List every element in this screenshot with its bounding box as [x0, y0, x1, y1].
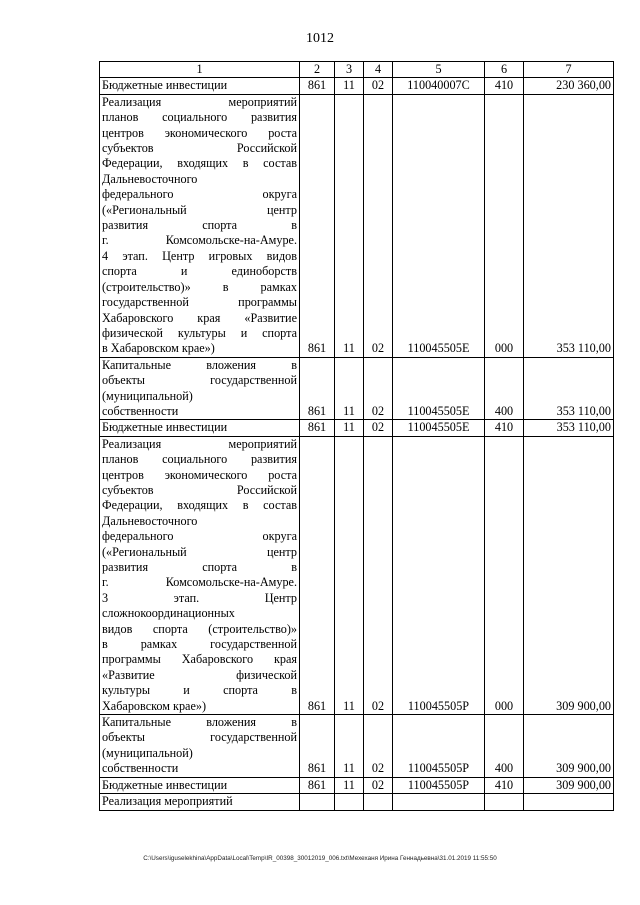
description-line: в Хабаровском крае») — [102, 341, 215, 356]
row-section-code — [335, 794, 364, 810]
row-department-code: 861 — [300, 420, 335, 436]
row-expense-type: 000 — [485, 436, 524, 714]
description-line: (строительство)» в рамках — [102, 279, 297, 294]
page-number: 1012 — [306, 31, 334, 46]
description-line: сложнокоординационных — [102, 606, 235, 621]
row-department-code: 861 — [300, 94, 335, 357]
row-description — [100, 420, 300, 436]
table-row — [100, 357, 614, 420]
row-expense-type: 400 — [485, 357, 524, 420]
row-section-code: 11 — [335, 78, 364, 94]
row-expense-type — [485, 794, 524, 810]
row-target-article: 110045505Е — [393, 420, 485, 436]
table-header-row — [100, 62, 614, 78]
row-amount: 353 110,00 — [524, 357, 614, 420]
description-line: (муниципальной) — [102, 745, 193, 760]
row-amount — [524, 794, 614, 810]
row-expense-type: 000 — [485, 94, 524, 357]
description-line: субъектов Российской — [102, 482, 297, 497]
description-line: «Развитие физической — [102, 667, 297, 682]
row-section-code: 11 — [335, 436, 364, 714]
description-line: Федерации, входящих в состав — [102, 156, 297, 171]
description-line: в рамках государственной — [102, 637, 297, 652]
row-amount: 309 900,00 — [524, 777, 614, 793]
row-target-article: 110045505Р — [393, 777, 485, 793]
description-line: собственности — [102, 403, 179, 418]
budget-table — [99, 61, 614, 811]
description-line: Дальневосточного — [102, 513, 198, 528]
table-row — [100, 420, 614, 436]
description-line: (муниципальной) — [102, 388, 193, 403]
row-department-code: 861 — [300, 436, 335, 714]
table-row — [100, 777, 614, 793]
description-line: центров экономического роста — [102, 467, 297, 482]
row-description — [100, 78, 300, 94]
row-amount: 353 110,00 — [524, 420, 614, 436]
description-line: Бюджетные инвестиции — [102, 78, 228, 93]
row-amount: 309 900,00 — [524, 715, 614, 778]
row-subsection-code: 02 — [364, 94, 393, 357]
row-target-article: 110045505Р — [393, 436, 485, 714]
row-department-code: 861 — [300, 78, 335, 94]
description-line: Капитальные вложения в — [102, 357, 297, 372]
row-subsection-code: 02 — [364, 436, 393, 714]
description-line: объекты государственной — [102, 730, 297, 745]
description-line: федерального округа — [102, 187, 297, 202]
row-department-code: 861 — [300, 357, 335, 420]
row-department-code: 861 — [300, 777, 335, 793]
row-section-code: 11 — [335, 420, 364, 436]
table-row — [100, 794, 614, 810]
description-line: 4 этап. Центр игровых видов — [102, 248, 297, 263]
header-col-2: 2 — [300, 62, 335, 78]
description-line: г. Комсомольске-на-Амуре. — [102, 233, 297, 248]
row-target-article: 110040007С — [393, 78, 485, 94]
row-subsection-code: 02 — [364, 777, 393, 793]
row-amount: 309 900,00 — [524, 436, 614, 714]
description-line: планов социального развития — [102, 452, 297, 467]
description-line: Капитальные вложения в — [102, 715, 297, 730]
description-line: («Региональный центр — [102, 544, 297, 559]
description-line: спорта и единоборств — [102, 264, 297, 279]
description-line: объекты государственной — [102, 373, 297, 388]
header-col-1: 1 — [100, 62, 300, 78]
row-amount: 353 110,00 — [524, 94, 614, 357]
row-section-code: 11 — [335, 715, 364, 778]
description-line: видов спорта (строительство)» — [102, 621, 297, 636]
description-line: программы Хабаровского края — [102, 652, 297, 667]
description-line: Реализация мероприятий — [102, 94, 297, 109]
table-row — [100, 78, 614, 94]
row-subsection-code: 02 — [364, 357, 393, 420]
description-line: г. Комсомольске-на-Амуре. — [102, 575, 297, 590]
row-description — [100, 715, 300, 778]
table-row — [100, 715, 614, 778]
row-target-article: 110045505Е — [393, 94, 485, 357]
row-expense-type: 400 — [485, 715, 524, 778]
header-col-7: 7 — [524, 62, 614, 78]
row-subsection-code: 02 — [364, 420, 393, 436]
description-line: Бюджетные инвестиции — [102, 777, 228, 792]
row-target-article: 110045505Е — [393, 357, 485, 420]
row-target-article: 110045505Р — [393, 715, 485, 778]
description-line: физической культуры и спорта — [102, 325, 297, 340]
row-expense-type: 410 — [485, 78, 524, 94]
row-department-code: 861 — [300, 715, 335, 778]
row-description — [100, 794, 300, 810]
row-section-code: 11 — [335, 777, 364, 793]
description-line: субъектов Российской — [102, 141, 297, 156]
description-line: Хабаровского края «Развитие — [102, 310, 297, 325]
description-line: Бюджетные инвестиции — [102, 420, 228, 435]
description-line: государственной программы — [102, 295, 297, 310]
row-department-code — [300, 794, 335, 810]
description-line: 3 этап. Центр — [102, 590, 297, 605]
row-subsection-code: 02 — [364, 715, 393, 778]
description-line: развития спорта в — [102, 560, 297, 574]
description-line: федерального округа — [102, 529, 297, 544]
description-line: планов социального развития — [102, 110, 297, 125]
row-description — [100, 94, 300, 357]
row-amount: 230 360,00 — [524, 78, 614, 94]
description-line: Реализация мероприятий — [102, 794, 233, 809]
description-line: Хабаровском крае») — [102, 698, 207, 713]
row-description — [100, 357, 300, 420]
row-subsection-code: 02 — [364, 78, 393, 94]
row-target-article — [393, 794, 485, 810]
description-line: Федерации, входящих в состав — [102, 498, 297, 513]
header-col-4: 4 — [364, 62, 393, 78]
description-line: Реализация мероприятий — [102, 436, 297, 451]
header-col-5: 5 — [393, 62, 485, 78]
row-subsection-code — [364, 794, 393, 810]
row-description — [100, 777, 300, 793]
header-col-6: 6 — [485, 62, 524, 78]
header-col-3: 3 — [335, 62, 364, 78]
description-line: культуры и спорта в — [102, 683, 297, 698]
description-line: развития спорта в — [102, 218, 297, 233]
table-row — [100, 436, 614, 714]
row-description — [100, 436, 300, 714]
table-row — [100, 94, 614, 357]
description-line: центров экономического роста — [102, 125, 297, 140]
row-section-code: 11 — [335, 94, 364, 357]
row-section-code: 11 — [335, 357, 364, 420]
description-line: («Региональный центр — [102, 202, 297, 217]
file-path-footer: C:\Users\iguselekhina\AppData\Local\Temp\IR_00398_30012019_006.txt\Мехеханя Ирина Геннадьевна\31.01.2019 11:55:50 — [143, 855, 497, 862]
description-line: Дальневосточного — [102, 171, 198, 186]
row-expense-type: 410 — [485, 777, 524, 793]
description-line: собственности — [102, 761, 179, 776]
row-expense-type: 410 — [485, 420, 524, 436]
